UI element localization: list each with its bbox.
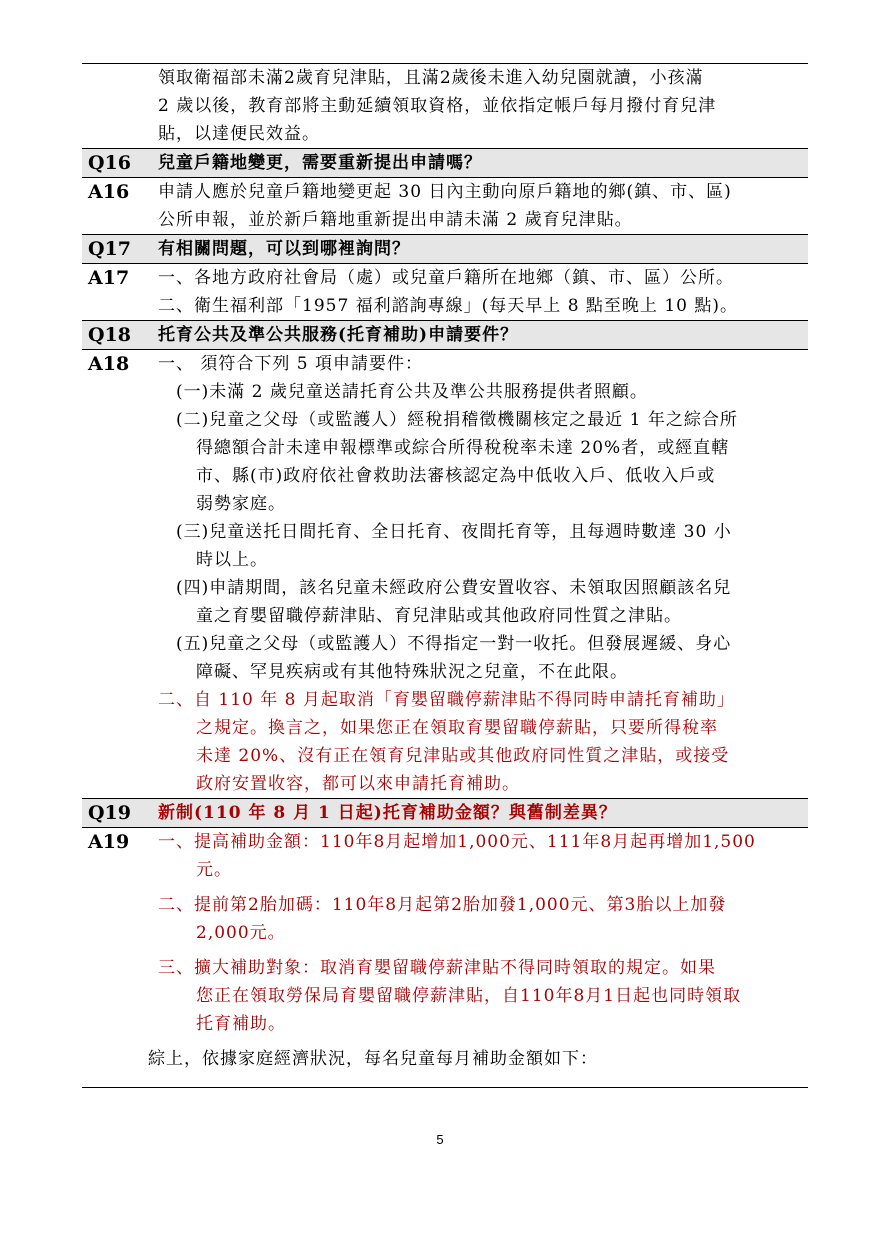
requirement-line: (一)未滿 2 歲兒童送請托育公共及準公共服務提供者照顧。 [176,382,648,402]
subsidy-point-line: 元。 [196,860,232,880]
requirement-line: 弱勢家庭。 [196,494,286,514]
answer-row-a16 [82,178,808,235]
text-line: 貼，以達便民效益。 [158,124,320,144]
continuation-text [158,64,808,149]
answer-label: A19 [82,828,158,1088]
subsidy-point-line: 二、提前第2胎加碼：110年8月起第2胎加發1,000元、第3胎以上加發 [158,895,727,915]
answer-row-a19 [82,828,808,1088]
question-text: 托育公共及準公共服務(托育補助)申請要件？ [158,321,808,350]
answer-row-a17 [82,264,808,321]
highlight-line: 政府安置收容，都可以來申請托育補助。 [196,774,520,794]
text-line: 2 歲以後，教育部將主動延續領取資格，並依指定帳戶每月撥付育兒津 [158,96,717,116]
answer-text [158,178,808,235]
answer-text [158,264,808,321]
question-label: Q18 [82,321,158,350]
requirement-line: 市、縣(市)政府依社會救助法審核認定為中低收入戶、低收入戶或 [196,466,716,486]
requirement-line: 障礙、罕見疾病或有其他特殊狀況之兒童，不在此限。 [196,662,628,682]
subsidy-point-line: 托育補助。 [196,1014,286,1034]
question-label: Q16 [82,149,158,178]
answer-label: A16 [82,178,158,235]
requirement-line: (五)兒童之父母（或監護人）不得指定一對一收托。但發展遲緩、身心 [176,634,732,654]
page-number: 5 [436,1132,444,1147]
text-line: 一、 須符合下列 5 項申請要件： [158,354,424,374]
answer-text [158,350,808,799]
text-line: 二、衛生福利部「1957 福利諮詢專線」(每天早上 8 點至晚上 10 點)。 [158,296,738,316]
subsidy-point-line: 三、擴大補助對象：取消育嬰留職停薪津貼不得同時領取的規定。如果 [158,958,716,978]
faq-page [82,63,808,1088]
answer-label: A17 [82,264,158,321]
requirement-line: 得總額合計未達申報標準或綜合所得稅稅率未達 20%者，或經直轄 [196,438,730,458]
subsidy-point-line: 一、提高補助金額：110年8月起增加1,000元、111年8月起再增加1,500 [158,832,756,852]
requirement-line: (四)申請期間，該名兒童未經政府公費安置收容、未領取因照顧該名兒 [176,578,732,598]
requirement-line: 時以上。 [196,550,268,570]
question-text: 兒童戶籍地變更，需要重新提出申請嗎？ [158,149,808,178]
summary-line: 綜上，依據家庭經濟狀況，每名兒童每月補助金額如下： [148,1049,598,1069]
subsidy-point-line: 您正在領取勞保局育嬰留職停薪津貼，自110年8月1日起也同時領取 [196,986,742,1006]
text-line: 領取衛福部未滿2歲育兒津貼，且滿2歲後未進入幼兒園就讀，小孩滿 [158,68,704,88]
question-text: 有相關問題，可以到哪裡詢問？ [158,235,808,264]
requirement-line: (三)兒童送托日間托育、全日托育、夜間托育等，且每週時數達 30 小 [176,522,732,542]
question-label: Q19 [82,799,158,828]
subsidy-point-line: 2,000元。 [196,923,286,943]
highlight-line: 二、自 110 年 8 月起取消「育嬰留職停薪津貼不得同時申請托育補助」 [158,690,735,710]
answer-label: A18 [82,350,158,799]
question-row-q16 [82,149,808,178]
question-row-q17 [82,235,808,264]
question-text: 新制(110 年 8 月 1 日起)托育補助金額？與舊制差異？ [158,799,808,828]
highlight-line: 未達 20%、沒有正在領育兒津貼或其他政府同性質之津貼，或接受 [196,746,730,766]
answer-row-a18 [82,350,808,799]
text-line: 公所申報，並於新戶籍地重新提出申請未滿 2 歲育兒津貼。 [158,210,633,230]
faq-table [82,63,808,1088]
highlight-line: 之規定。換言之，如果您正在領取育嬰留職停薪貼，只要所得稅率 [196,718,718,738]
empty-label-cell [82,64,158,149]
question-row-q18 [82,321,808,350]
requirement-line: (二)兒童之父母（或監護人）經稅捐稽徵機關核定之最近 1 年之綜合所 [176,410,738,430]
requirement-line: 童之育嬰留職停薪津貼、育兒津貼或其他政府同性質之津貼。 [196,606,682,626]
text-line: 一、各地方政府社會局（處）或兒童戶籍所在地鄉（鎮、市、區）公所。 [158,268,734,288]
question-row-q19 [82,799,808,828]
continuation-row [82,64,808,149]
text-line: 申請人應於兒童戶籍地變更起 30 日內主動向原戶籍地的鄉(鎮、市、區) [158,182,732,202]
answer-text [148,828,808,1088]
question-label: Q17 [82,235,158,264]
